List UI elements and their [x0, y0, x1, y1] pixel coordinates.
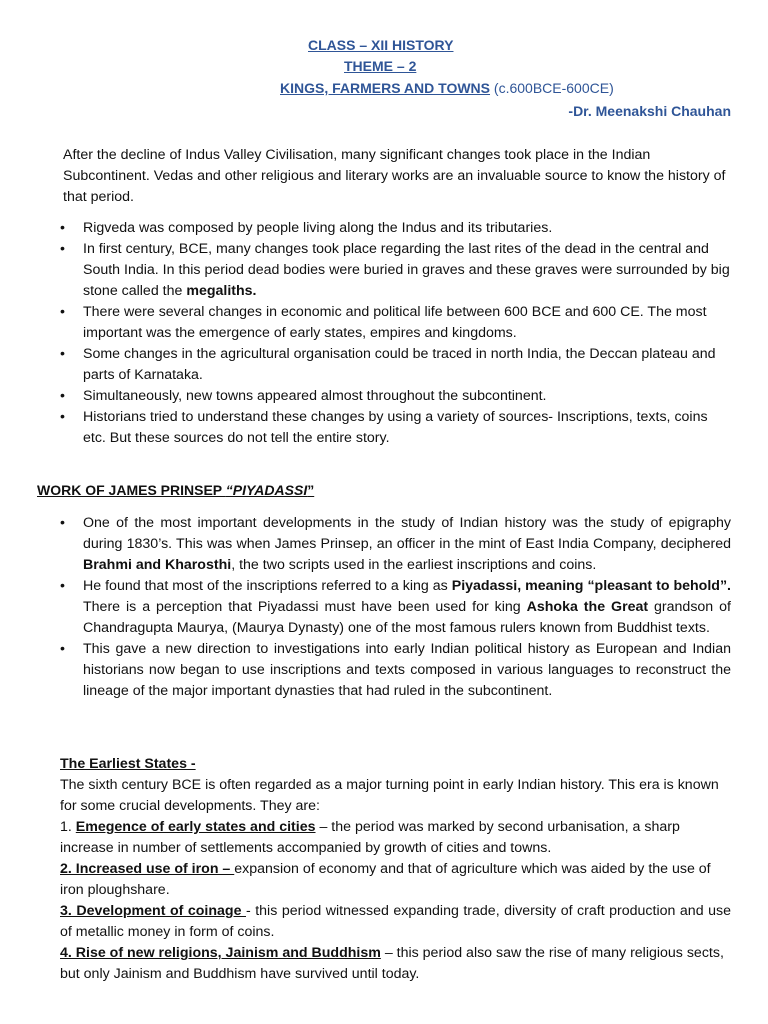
list-item: • He found that most of the inscriptions referred to a king as Piyadassi, meaning “pleasant to behold”. There is a perception that Piyadassi must have been used for king Ashoka the Great grandson of Chandragupta Maurya, (Maurya Dynasty) one of the most famous rulers known from Buddhist texts.	[0, 576, 731, 639]
list-item: • Simultaneously, new towns appeared almost throughout the subcontinent.	[0, 386, 731, 407]
development-point-1: 1. Emegence of early states and cities – the period was marked by second urbanisation, a sharp increase in number of settlements accompanied by growth of cities and towns.	[60, 819, 680, 856]
development-point-2: 2. Increased use of iron – expansion of economy and that of agriculture which was aided by the use of iron ploughshare.	[60, 861, 711, 898]
earliest-states-section	[60, 754, 731, 985]
author-line: -Dr. Meenakshi Chauhan	[568, 103, 731, 119]
development-point-4: 4. Rise of new religions, Jainism and Buddhism – this period also saw the rise of many religious sects, but only Jainism and Buddhism have survived until today.	[60, 945, 724, 982]
list-item: • There were several changes in economic and political life between 600 BCE and 600 CE. The most important was the emergence of early states, empires and kingdoms.	[0, 302, 731, 344]
list-item: • One of the most important developments in the study of Indian history was the study of epigraphy during 1830’s. This was when James Prinsep, an officer in the mint of East India Company, deciphered Brahmi and Kharosthi, the two scripts used in the earliest inscriptions and coins.	[0, 513, 731, 576]
intro-bullet-list	[0, 218, 731, 449]
chapter-period: (c.600BCE-600CE)	[490, 80, 614, 96]
list-item: • Some changes in the agricultural organisation could be traced in north India, the Deccan plateau and parts of Karnataka.	[0, 344, 731, 386]
class-heading: CLASS – XII HISTORY	[308, 37, 454, 53]
chapter-title-main: KINGS, FARMERS AND TOWNS	[280, 80, 491, 96]
prinsep-heading: WORK OF JAMES PRINSEP “PIYADASSI”	[37, 482, 315, 498]
list-item: • Historians tried to understand these changes by using a variety of sources- Inscriptions, texts, coins etc. But these sources do not tell the entire story.	[0, 407, 731, 449]
list-item: • Rigveda was composed by people living along the Indus and its tributaries.	[0, 218, 731, 239]
intro-paragraph: After the decline of Indus Valley Civilisation, many significant changes took place in the Indian Subcontinent. Vedas and other religious and literary works are an invaluable source to know the history of that period.	[63, 147, 726, 205]
list-item: • In first century, BCE, many changes took place regarding the last rites of the dead in the central and South India. In this period dead bodies were buried in graves and these graves were surrounded by big stone called the megaliths.	[0, 239, 731, 302]
development-point-3: 3. Development of coinage - this period witnessed expanding trade, diversity of craft production and use of metallic money in form of coins.	[60, 903, 731, 940]
list-item: • This gave a new direction to investigations into early Indian political history as European and Indian historians now began to use inscriptions and texts composed in various languages to reconstruct the lineage of the major important dynasties that had ruled in the subcontinent.	[0, 639, 731, 702]
chapter-title	[280, 80, 614, 96]
earliest-states-intro: The sixth century BCE is often regarded as a major turning point in early Indian history. This era is known for some crucial developments. They are:	[60, 777, 719, 814]
theme-heading: THEME – 2	[344, 58, 417, 74]
earliest-states-heading: The Earliest States -	[60, 756, 196, 772]
prinsep-bullet-list	[0, 513, 731, 702]
